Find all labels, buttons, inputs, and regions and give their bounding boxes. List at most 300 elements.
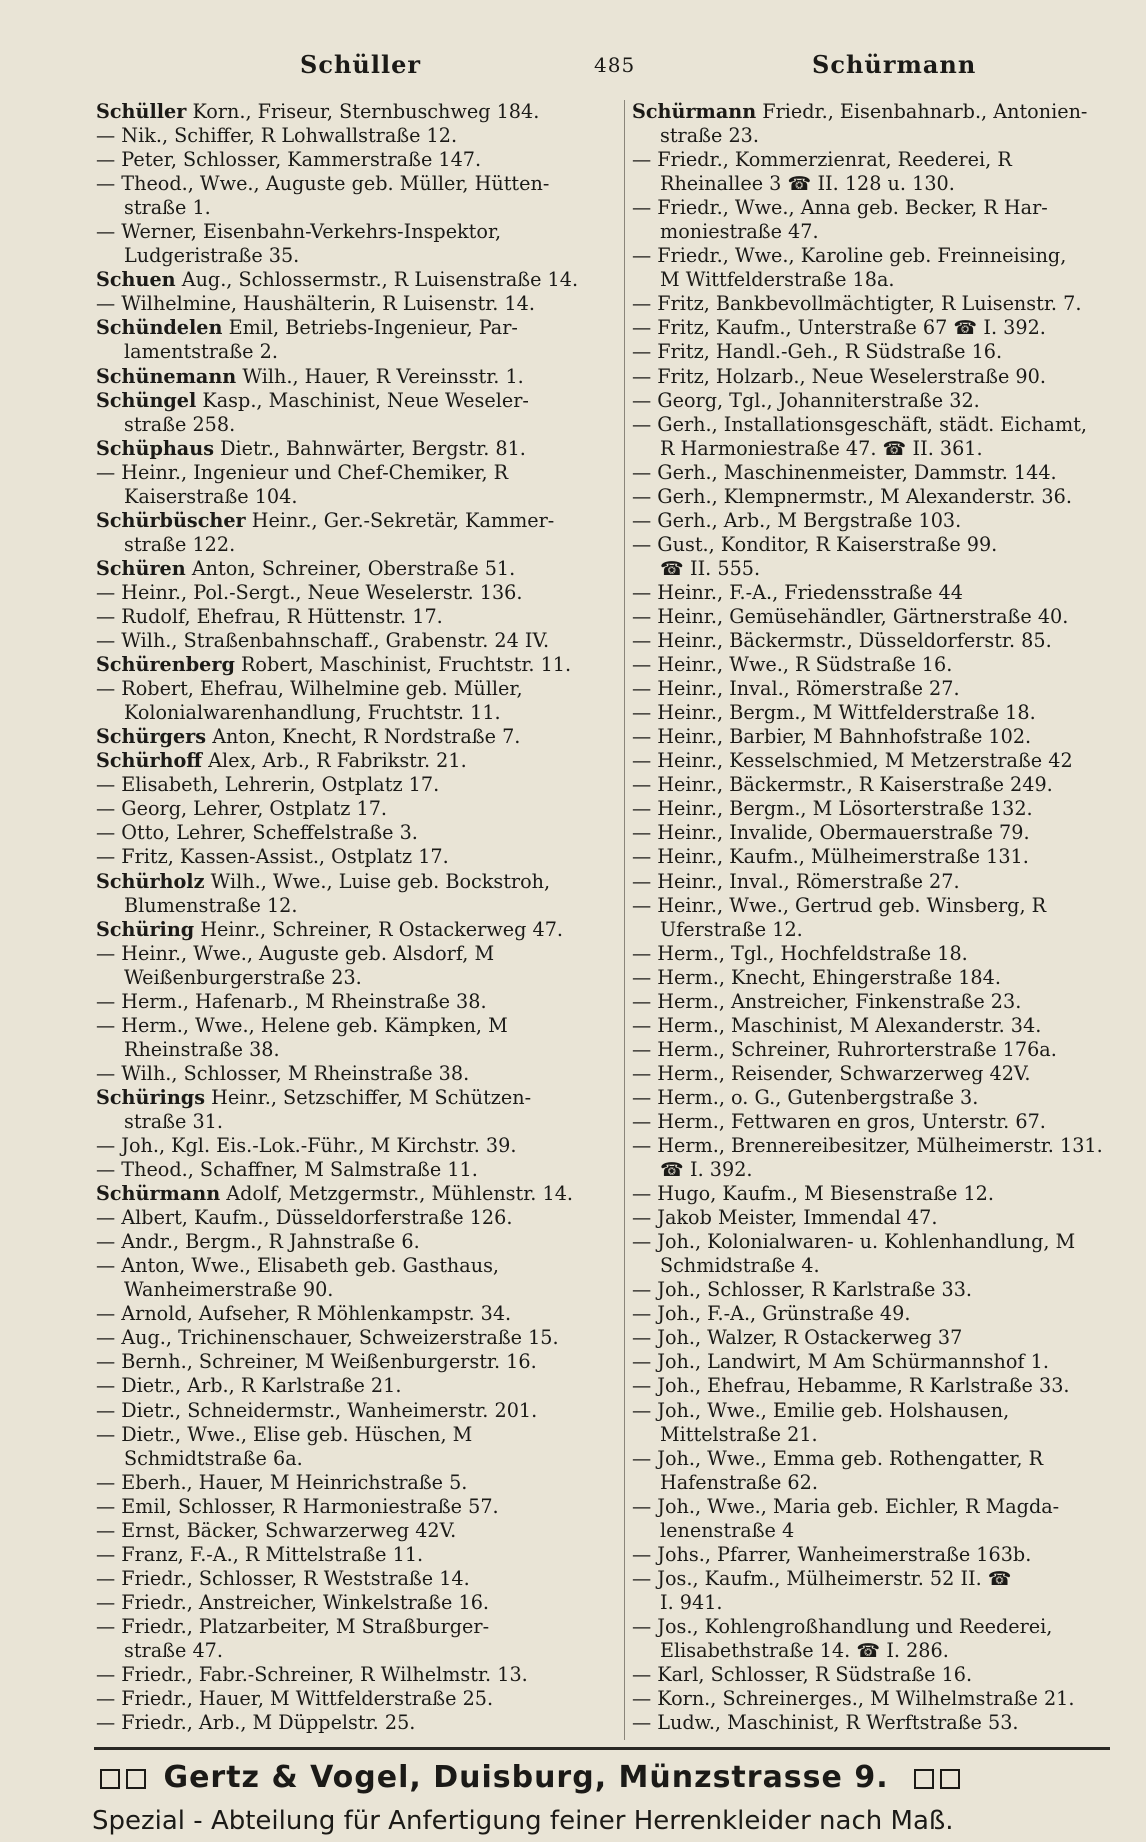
surname-heading: Schürholz <box>96 869 205 893</box>
entry-text: — Friedr., Kommerzienrat, Reederei, R <box>632 148 1012 172</box>
entry-text: — Eberh., Hauer, M Heinrichstraße 5. <box>96 1470 468 1494</box>
directory-entry-line <box>632 894 1127 918</box>
directory-entry-line <box>96 1326 616 1350</box>
entry-text: straße 31. <box>124 1109 223 1133</box>
entry-text: — Fritz, Kassen-Assist., Ostplatz 17. <box>96 845 449 869</box>
directory-entry-line <box>632 845 1127 869</box>
directory-entry-line <box>632 340 1127 364</box>
directory-entry-line <box>632 1014 1127 1038</box>
directory-entry-line <box>632 437 1127 461</box>
entry-text: — Joh., Kgl. Eis.-Lok.-Führ., M Kirchstr. 39. <box>96 1134 517 1158</box>
directory-entry-line <box>632 966 1127 990</box>
entry-text: — Herm., Schreiner, Ruhrorterstraße 176a. <box>632 1037 1057 1061</box>
entry-text: Kolonialwarenhandlung, Fruchtstr. 11. <box>124 701 501 725</box>
entry-text: — Dietr., Schneidermstr., Wanheimerstr. 201. <box>96 1398 538 1422</box>
entry-text: Rheinallee 3 ☎ II. 128 u. 130. <box>660 172 955 196</box>
directory-entry-line <box>96 509 616 533</box>
entry-text: Hafenstraße 62. <box>660 1470 818 1494</box>
entry-text: — Heinr., F.-A., Friedensstraße 44 <box>632 580 963 604</box>
entry-text: — Friedr., Fabr.-Schreiner, R Wilhelmstr. 13. <box>96 1663 528 1687</box>
entry-text: — Gust., Konditor, R Kaiserstraße 99. <box>632 532 998 556</box>
directory-entry-line <box>632 749 1127 773</box>
entry-text: — Heinr., Wwe., Auguste geb. Alsdorf, M <box>96 941 495 965</box>
directory-entry-line <box>96 1182 616 1206</box>
directory-entry-line <box>96 533 616 557</box>
directory-entry-line <box>96 365 616 389</box>
directory-entry-line <box>96 196 616 220</box>
box-ornament-icon <box>100 1769 120 1789</box>
entry-text: — Joh., Wwe., Maria geb. Eichler, R Magda- <box>632 1494 1060 1518</box>
entry-text: — Herm., Maschinist, M Alexanderstr. 34. <box>632 1013 1042 1037</box>
entry-text: — Heinr., Bergm., M Wittfelderstraße 18. <box>632 701 1036 725</box>
entry-text: Blumenstraße 12. <box>124 893 298 917</box>
directory-entry-line <box>632 100 1127 124</box>
directory-entry-line <box>632 797 1127 821</box>
directory-entry-line <box>632 1399 1127 1423</box>
directory-entry-line <box>632 1567 1127 1591</box>
directory-entry-line <box>96 124 616 148</box>
advertisement-headline <box>100 1760 1110 1795</box>
advertisement-divider <box>94 1747 1110 1750</box>
directory-entry-line <box>96 268 616 292</box>
directory-entry-line <box>632 1062 1127 1086</box>
directory-entry-line <box>96 966 616 990</box>
entry-text: — Dietr., Arb., R Karlstraße 21. <box>96 1374 402 1398</box>
entry-text: Kaiserstraße 104. <box>124 484 298 508</box>
directory-entry-line <box>96 413 616 437</box>
directory-entry-line <box>632 725 1127 749</box>
entry-text: — Friedr., Arb., M Düppelstr. 25. <box>96 1711 416 1735</box>
directory-entry-line <box>632 677 1127 701</box>
entry-text: — Werner, Eisenbahn-Verkehrs-Inspektor, <box>96 220 502 244</box>
entry-text: — Gerh., Arb., M Bergstraße 103. <box>632 508 962 532</box>
directory-entry-line <box>632 461 1127 485</box>
entry-text: Schmidtstraße 6a. <box>124 1446 303 1470</box>
directory-entry-line <box>96 340 616 364</box>
directory-entry-line <box>96 1038 616 1062</box>
surname-heading: Schünemann <box>96 364 237 388</box>
directory-entry-line <box>96 1519 616 1543</box>
entry-text: moniestraße 47. <box>660 220 819 244</box>
entry-text: — Herm., Reisender, Schwarzerweg 42V. <box>632 1061 1031 1085</box>
entry-text: — Dietr., Wwe., Elise geb. Hüschen, M <box>96 1422 473 1446</box>
directory-entry-line <box>96 1471 616 1495</box>
entry-text: — Anton, Wwe., Elisabeth geb. Gasthaus, <box>96 1254 500 1278</box>
directory-entry-line <box>96 1206 616 1230</box>
directory-entry-line <box>632 196 1127 220</box>
directory-entry-line <box>96 1447 616 1471</box>
directory-entry-line <box>96 773 616 797</box>
directory-entry-line <box>96 389 616 413</box>
entry-text: Kasp., Maschinist, Neue Weseler- <box>196 388 529 412</box>
entry-text: — Friedr., Hauer, M Wittfelderstraße 25. <box>96 1687 494 1711</box>
directory-entry-line <box>96 990 616 1014</box>
directory-entry-line <box>96 701 616 725</box>
entry-text: Heinr., Setzschiffer, M Schützen- <box>205 1085 532 1109</box>
directory-entry-line <box>96 1374 616 1398</box>
entry-text: Anton, Knecht, R Nordstraße 7. <box>206 725 521 749</box>
surname-heading: Schürgers <box>96 725 207 749</box>
entry-text: — Heinr., Bergm., M Lösorterstraße 132. <box>632 797 1033 821</box>
box-ornament-icon <box>940 1769 960 1789</box>
entry-text: — Wilh., Schlosser, M Rheinstraße 38. <box>96 1061 470 1085</box>
directory-entry-line <box>632 148 1127 172</box>
surname-heading: Schürhoff <box>96 749 203 773</box>
entry-text: — Joh., Walzer, R Ostackerweg 37 <box>632 1326 963 1350</box>
entry-text: Korn., Friseur, Sternbuschweg 184. <box>186 100 540 123</box>
entry-text: Dietr., Bahnwärter, Bergstr. 81. <box>214 436 526 460</box>
entry-text: Uferstraße 12. <box>660 917 803 941</box>
directory-entry-line <box>632 821 1127 845</box>
directory-entry-line <box>632 389 1127 413</box>
directory-entry-line <box>96 749 616 773</box>
directory-entry-line <box>96 244 616 268</box>
directory-entry-line <box>96 1086 616 1110</box>
directory-entry-line <box>632 918 1127 942</box>
directory-entry-line <box>96 1302 616 1326</box>
entry-text: — Jos., Kohlengroßhandlung und Reederei, <box>632 1614 1053 1638</box>
directory-entry-line <box>632 581 1127 605</box>
entry-text: — Albert, Kaufm., Düsseldorferstraße 126. <box>96 1206 513 1230</box>
entry-text: — Theod., Wwe., Auguste geb. Müller, Hütten- <box>96 172 550 196</box>
entry-text: Aug., Schlossermstr., R Luisenstraße 14. <box>175 268 579 292</box>
directory-entry-line <box>632 1110 1127 1134</box>
directory-entry-line <box>632 172 1127 196</box>
entry-text: — Korn., Schreinerges., M Wilhelmstraße 21. <box>632 1687 1075 1711</box>
surname-heading: Schürenberg <box>96 653 235 677</box>
entry-text: — Joh., Ehefrau, Hebamme, R Karlstraße 33. <box>632 1374 1070 1398</box>
entry-text: — Joh., F.-A., Grünstraße 49. <box>632 1302 911 1326</box>
right-column <box>632 100 1127 1735</box>
entry-text: — Fritz, Bankbevollmächtigter, R Luisenstr. 7. <box>632 292 1082 316</box>
directory-entry-line <box>96 677 616 701</box>
directory-entry-line <box>96 870 616 894</box>
directory-entry-line <box>96 1615 616 1639</box>
directory-entry-line <box>96 1062 616 1086</box>
entry-text: Weißenburgerstraße 23. <box>124 965 362 989</box>
directory-entry-line <box>96 1543 616 1567</box>
box-ornament-icon <box>914 1769 934 1789</box>
entry-text: Anton, Schreiner, Oberstraße 51. <box>185 556 516 580</box>
directory-entry-line <box>96 1014 616 1038</box>
entry-text: — Friedr., Anstreicher, Winkelstraße 16. <box>96 1590 490 1614</box>
directory-entry-line <box>632 365 1127 389</box>
entry-text: — Ernst, Bäcker, Schwarzerweg 42V. <box>96 1518 457 1542</box>
entry-text: — Emil, Schlosser, R Harmoniestraße 57. <box>96 1494 499 1518</box>
directory-entry-line <box>96 1254 616 1278</box>
entry-text: — Heinr., Ingenieur und Chef-Chemiker, R <box>96 460 509 484</box>
entry-text: — Robert, Ehefrau, Wilhelmine geb. Müller, <box>96 677 523 701</box>
entry-text: Adolf, Metzgermstr., Mühlenstr. 14. <box>220 1182 574 1206</box>
entry-text: straße 258. <box>124 412 236 436</box>
entry-text: Elisabethstraße 14. ☎ I. 286. <box>660 1639 949 1662</box>
directory-entry-line <box>632 1663 1127 1687</box>
advertisement-firm: Gertz & Vogel, Duisburg, Münzstrasse 9. <box>163 1760 889 1795</box>
directory-entry-line <box>632 533 1127 557</box>
surname-heading: Schüller <box>96 100 187 123</box>
header-right-keyword: Schürmann <box>812 50 977 79</box>
directory-entry-line <box>96 725 616 749</box>
directory-entry-line <box>632 1711 1127 1735</box>
directory-entry-line <box>96 437 616 461</box>
directory-entry-line <box>96 942 616 966</box>
directory-entry-line <box>96 1687 616 1711</box>
directory-entry-line <box>96 1350 616 1374</box>
surname-heading: Schüphaus <box>96 436 214 460</box>
entry-text: Emil, Betriebs-Ingenieur, Par- <box>222 316 518 340</box>
surname-heading: Schuen <box>96 268 176 292</box>
entry-text: lamentstraße 2. <box>124 340 278 364</box>
entry-text: — Ludw., Maschinist, R Werftstraße 53. <box>632 1711 1019 1735</box>
entry-text: — Heinr., Wwe., R Südstraße 16. <box>632 653 953 677</box>
entry-text: — Joh., Wwe., Emma geb. Rothengatter, R <box>632 1446 1044 1470</box>
directory-entry-line <box>632 1495 1127 1519</box>
entry-text: Wilh., Wwe., Luise geb. Bockstroh, <box>204 869 551 893</box>
entry-text: — Herm., Brennereibesitzer, Mülheimerstr. 131. <box>632 1134 1103 1158</box>
advertisement-subline: Spezial - Abteilung für Anfertigung feiner Herrenkleider nach Maß. <box>92 1806 954 1836</box>
surname-heading: Schürbüscher <box>96 508 246 532</box>
entry-text: — Theod., Schaffner, M Salmstraße 11. <box>96 1158 478 1182</box>
entry-text: — Joh., Wwe., Emilie geb. Holshausen, <box>632 1398 1010 1422</box>
directory-entry-line <box>632 413 1127 437</box>
surname-heading: Schürmann <box>632 100 757 123</box>
entry-text: — Bernh., Schreiner, M Weißenburgerstr. 16. <box>96 1350 537 1374</box>
directory-entry-line <box>96 1110 616 1134</box>
directory-entry-line <box>96 581 616 605</box>
directory-entry-line <box>96 845 616 869</box>
box-ornament-icon <box>126 1769 146 1789</box>
directory-entry-line <box>96 1134 616 1158</box>
entry-text: — Karl, Schlosser, R Südstraße 16. <box>632 1663 973 1687</box>
entry-text: — Georg, Tgl., Johanniterstraße 32. <box>632 388 980 412</box>
header-left-keyword: Schüller <box>300 50 421 79</box>
entry-text: — Heinr., Bäckermstr., R Kaiserstraße 249. <box>632 773 1053 797</box>
entry-text: — Herm., Anstreicher, Finkenstraße 23. <box>632 989 1022 1013</box>
directory-entry-line <box>632 1591 1127 1615</box>
directory-entry-line <box>632 268 1127 292</box>
entry-text: — Friedr., Wwe., Karoline geb. Freinneising, <box>632 244 1067 268</box>
directory-entry-line <box>632 220 1127 244</box>
entry-text: — Fritz, Kaufm., Unterstraße 67 ☎ I. 392. <box>632 316 1046 340</box>
entry-text: Rheinstraße 38. <box>124 1037 280 1061</box>
directory-entry-line <box>632 292 1127 316</box>
surname-heading: Schüring <box>96 917 195 941</box>
directory-entry-line <box>632 1471 1127 1495</box>
directory-entry-line <box>96 1591 616 1615</box>
entry-text: — Gerh., Maschinenmeister, Dammstr. 144. <box>632 460 1057 484</box>
entry-text: — Fritz, Holzarb., Neue Weselerstraße 90. <box>632 364 1046 388</box>
directory-entry-line <box>632 509 1127 533</box>
directory-entry-line <box>632 653 1127 677</box>
entry-text: — Heinr., Pol.-Sergt., Neue Weselerstr. 136. <box>96 580 523 604</box>
entry-text: — Heinr., Inval., Römerstraße 27. <box>632 869 960 893</box>
directory-entry-line <box>632 701 1127 725</box>
entry-text: straße 47. <box>124 1639 223 1662</box>
entry-text: — Hugo, Kaufm., M Biesenstraße 12. <box>632 1182 994 1206</box>
directory-entry-line <box>632 1254 1127 1278</box>
directory-entry-line <box>96 821 616 845</box>
entry-text: — Herm., o. G., Gutenbergstraße 3. <box>632 1085 979 1109</box>
directory-entry-line <box>96 100 616 124</box>
directory-entry-line <box>96 172 616 196</box>
surname-heading: Schüren <box>96 556 186 580</box>
directory-entry-line <box>632 1687 1127 1711</box>
entry-text: Alex, Arb., R Fabrikstr. 21. <box>202 749 467 773</box>
directory-entry-line <box>632 1230 1127 1254</box>
entry-text: — Friedr., Schlosser, R Weststraße 14. <box>96 1566 470 1590</box>
entry-text: — Heinr., Invalide, Obermauerstraße 79. <box>632 821 1030 845</box>
directory-entry-line <box>632 1543 1127 1567</box>
entry-text: — Heinr., Wwe., Gertrud geb. Winsberg, R <box>632 893 1047 917</box>
directory-entry-line <box>632 316 1127 340</box>
directory-entry-line <box>96 1567 616 1591</box>
directory-entry-line <box>632 1302 1127 1326</box>
directory-entry-line <box>96 1639 616 1663</box>
directory-entry-line <box>96 653 616 677</box>
entry-text: — Johs., Pfarrer, Wanheimerstraße 163b. <box>632 1542 1032 1566</box>
entry-text: — Joh., Kolonialwaren- u. Kohlenhandlung, M <box>632 1230 1076 1254</box>
entry-text: — Herm., Tgl., Hochfeldstraße 18. <box>632 941 968 965</box>
directory-entry-line <box>96 1495 616 1519</box>
directory-entry-line <box>632 1086 1127 1110</box>
entry-text: — Rudolf, Ehefrau, R Hüttenstr. 17. <box>96 604 443 628</box>
entry-text: — Nik., Schiffer, R Lohwallstraße 12. <box>96 124 458 148</box>
directory-entry-line <box>96 918 616 942</box>
entry-text: — Franz, F.-A., R Mittelstraße 11. <box>96 1542 424 1566</box>
directory-entry-line <box>632 1350 1127 1374</box>
directory-entry-line <box>96 629 616 653</box>
directory-entry-line <box>632 1615 1127 1639</box>
directory-entry-line <box>632 1447 1127 1471</box>
directory-entry-line <box>632 773 1127 797</box>
entry-text: — Heinr., Gemüsehändler, Gärtnerstraße 40. <box>632 604 1069 628</box>
directory-entry-line <box>96 461 616 485</box>
directory-entry-line <box>96 148 616 172</box>
entry-text: Wilh., Hauer, R Vereinsstr. 1. <box>236 364 524 388</box>
directory-entry-line <box>96 1399 616 1423</box>
page-number: 485 <box>594 53 636 77</box>
directory-entry-line <box>96 1423 616 1447</box>
directory-entry-line <box>96 1711 616 1735</box>
entry-text: — Jakob Meister, Immendal 47. <box>632 1206 938 1230</box>
entry-text: Schmidstraße 4. <box>660 1254 820 1278</box>
entry-text: Wanheimerstraße 90. <box>124 1278 334 1302</box>
directory-entry-line <box>96 316 616 340</box>
entry-text: R Harmoniestraße 47. ☎ II. 361. <box>660 436 983 460</box>
entry-text: Ludgeristraße 35. <box>124 244 300 268</box>
directory-entry-line <box>632 1278 1127 1302</box>
entry-text: — Aug., Trichinenschauer, Schweizerstraße 15. <box>96 1326 559 1350</box>
surname-heading: Schürings <box>96 1085 206 1109</box>
entry-text: — Heinr., Inval., Römerstraße 27. <box>632 677 960 701</box>
entry-text: — Wilhelmine, Haushälterin, R Luisenstr. 14. <box>96 292 535 316</box>
entry-text: — Gerh., Klempnermstr., M Alexanderstr. 36. <box>632 484 1072 508</box>
directory-entry-line <box>632 629 1127 653</box>
entry-text: Friedr., Eisenbahnarb., Antonien- <box>756 100 1088 123</box>
column-divider <box>624 100 625 1740</box>
entry-text: — Arnold, Aufseher, R Möhlenkampstr. 34. <box>96 1302 512 1326</box>
entry-text: — Heinr., Kesselschmied, M Metzerstraße 42 <box>632 749 1073 773</box>
entry-text: — Elisabeth, Lehrerin, Ostplatz 17. <box>96 773 440 797</box>
directory-entry-line <box>632 244 1127 268</box>
directory-entry-line <box>632 942 1127 966</box>
directory-entry-line <box>632 1639 1127 1663</box>
directory-entry-line <box>632 990 1127 1014</box>
directory-entry-line <box>96 894 616 918</box>
entry-text: ☎ I. 392. <box>660 1158 753 1182</box>
entry-text: straße 23. <box>660 124 759 148</box>
directory-entry-line <box>96 485 616 509</box>
entry-text: — Friedr., Platzarbeiter, M Straßburger- <box>96 1614 490 1638</box>
entry-text: Mittelstraße 21. <box>660 1422 818 1446</box>
entry-text: — Jos., Kaufm., Mülheimerstr. 52 II. ☎ <box>632 1566 1012 1590</box>
directory-entry-line <box>96 797 616 821</box>
directory-entry-line <box>96 220 616 244</box>
entry-text: lenenstraße 4 <box>660 1518 795 1542</box>
entry-text: M Wittfelderstraße 18a. <box>660 268 895 292</box>
entry-text: — Joh., Landwirt, M Am Schürmannshof 1. <box>632 1350 1049 1374</box>
directory-entry-line <box>632 1182 1127 1206</box>
directory-entry-line <box>632 557 1127 581</box>
directory-entry-line <box>632 1519 1127 1543</box>
entry-text: — Gerh., Installationsgeschäft, städt. Eichamt, <box>632 412 1087 436</box>
entry-text: — Heinr., Bäckermstr., Düsseldorferstr. 85. <box>632 629 1052 653</box>
entry-text: — Andr., Bergm., R Jahnstraße 6. <box>96 1230 420 1254</box>
entry-text: — Herm., Fettwaren en gros, Unterstr. 67. <box>632 1109 1046 1133</box>
entry-text: — Joh., Schlosser, R Karlstraße 33. <box>632 1278 973 1302</box>
entry-text: Robert, Maschinist, Fruchtstr. 11. <box>234 653 572 677</box>
entry-text: ☎ II. 555. <box>660 556 761 580</box>
entry-text: — Herm., Hafenarb., M Rheinstraße 38. <box>96 989 487 1013</box>
entry-text: — Peter, Schlosser, Kammerstraße 147. <box>96 148 482 172</box>
directory-entry-line <box>96 292 616 316</box>
directory-entry-line <box>96 605 616 629</box>
directory-entry-line <box>96 1278 616 1302</box>
entry-text: — Wilh., Straßenbahnschaff., Grabenstr. 24 IV. <box>96 629 550 653</box>
entry-text: Heinr., Schreiner, R Ostackerweg 47. <box>194 917 563 941</box>
entry-text: — Heinr., Kaufm., Mülheimerstraße 131. <box>632 845 1029 869</box>
surname-heading: Schüngel <box>96 388 197 412</box>
entry-text: I. 941. <box>660 1590 723 1614</box>
directory-entry-line <box>632 605 1127 629</box>
directory-entry-line <box>632 1206 1127 1230</box>
directory-entry-line <box>96 1663 616 1687</box>
entry-text: straße 122. <box>124 532 236 556</box>
entry-text: — Georg, Lehrer, Ostplatz 17. <box>96 797 387 821</box>
directory-entry-line <box>632 1158 1127 1182</box>
directory-entry-line <box>632 1326 1127 1350</box>
entry-text: — Otto, Lehrer, Scheffelstraße 3. <box>96 821 418 845</box>
directory-entry-line <box>632 1423 1127 1447</box>
directory-entry-line <box>632 124 1127 148</box>
entry-text: — Friedr., Wwe., Anna geb. Becker, R Har- <box>632 196 1048 220</box>
entry-text: straße 1. <box>124 196 211 220</box>
directory-entry-line <box>632 870 1127 894</box>
entry-text: — Herm., Knecht, Ehingerstraße 184. <box>632 965 1001 989</box>
entry-text: Heinr., Ger.-Sekretär, Kammer- <box>245 508 555 532</box>
left-column <box>96 100 616 1735</box>
directory-entry-line <box>96 1230 616 1254</box>
directory-entry-line <box>96 1158 616 1182</box>
surname-heading: Schündelen <box>96 316 223 340</box>
directory-entry-line <box>632 1038 1127 1062</box>
directory-entry-line <box>96 557 616 581</box>
surname-heading: Schürmann <box>96 1182 221 1206</box>
entry-text: — Herm., Wwe., Helene geb. Kämpken, M <box>96 1013 508 1037</box>
directory-entry-line <box>632 485 1127 509</box>
entry-text: — Fritz, Handl.-Geh., R Südstraße 16. <box>632 340 1003 364</box>
directory-entry-line <box>632 1374 1127 1398</box>
